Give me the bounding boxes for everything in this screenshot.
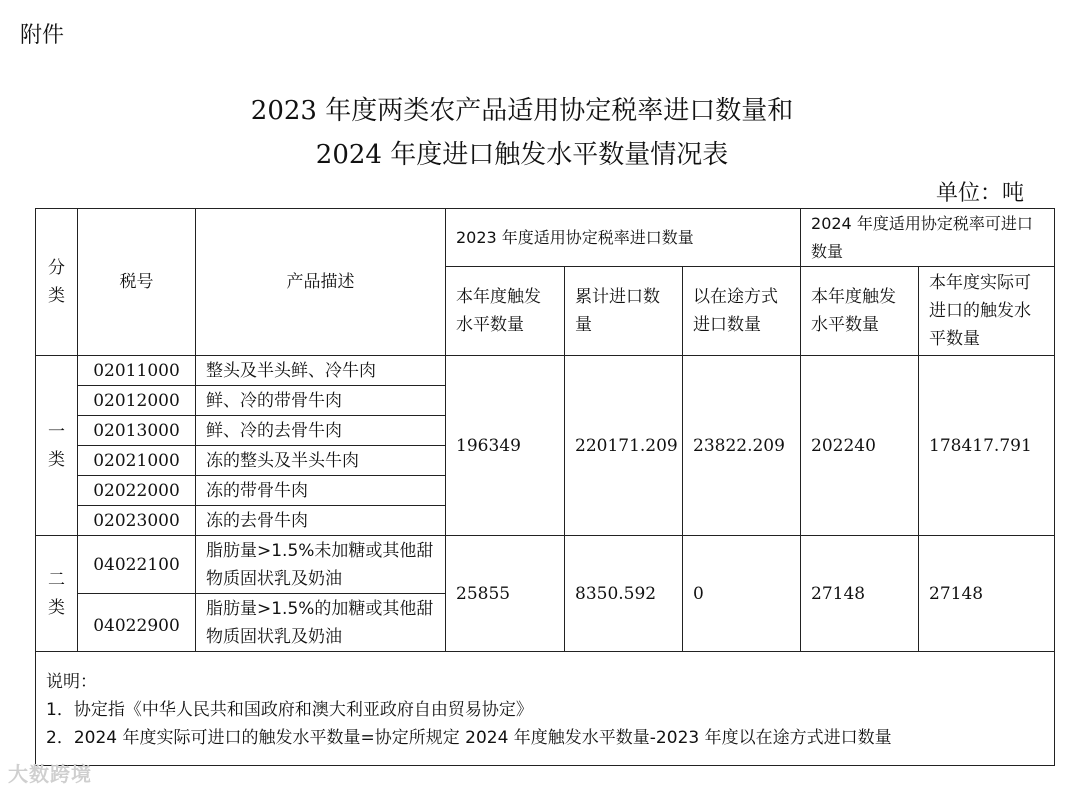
header-description: 产品描述 [196, 209, 446, 356]
trigger-2023-cell: 196349 [446, 356, 565, 536]
category-cell: 二 类 [36, 536, 78, 652]
tariff-code-cell: 02023000 [78, 506, 196, 536]
header-tariff-code: 税号 [78, 209, 196, 356]
description-cell: 冻的去骨牛肉 [196, 506, 446, 536]
note-line-2: 2．2024 年度实际可进口的触发水平数量=协定所规定 2024 年度触发水平数量-2023 年度以在途方式进口数量 [46, 727, 892, 748]
header-in-transit: 以在途方式进口数量 [683, 267, 801, 356]
tariff-code-cell: 02011000 [78, 356, 196, 386]
tariff-code-cell: 02021000 [78, 446, 196, 476]
tariff-code-cell: 02012000 [78, 386, 196, 416]
description-cell: 脂肪量>1.5%的加糖或其他甜物质固状乳及奶油 [196, 594, 446, 652]
actual-2024-cell: 27148 [919, 536, 1055, 652]
table-row [36, 356, 1055, 386]
tariff-code-cell: 04022900 [78, 594, 196, 652]
description-cell: 鲜、冷的去骨牛肉 [196, 416, 446, 446]
header-cumulative: 累计进口数量 [565, 267, 683, 356]
description-cell: 鲜、冷的带骨牛肉 [196, 386, 446, 416]
cumulative-cell: 220171.209 [565, 356, 683, 536]
in-transit-cell: 0 [683, 536, 801, 652]
header-category: 分 类 [36, 209, 78, 356]
description-cell: 冻的带骨牛肉 [196, 476, 446, 506]
document-title-line1: 2023 年度两类农产品适用协定税率进口数量和 [250, 96, 794, 126]
tariff-code-cell: 02022000 [78, 476, 196, 506]
header-trigger-2023: 本年度触发水平数量 [446, 267, 565, 356]
description-cell: 脂肪量>1.5%未加糖或其他甜物质固状乳及奶油 [196, 536, 446, 594]
note-line-1: 1．协定指《中华人民共和国政府和澳大利亚政府自由贸易协定》 [46, 699, 533, 720]
cumulative-cell: 8350.592 [565, 536, 683, 652]
trigger-2023-cell: 25855 [446, 536, 565, 652]
trigger-2024-cell: 27148 [801, 536, 919, 652]
header-actual-2024: 本年度实际可进口的触发水平数量 [919, 267, 1055, 356]
trigger-2024-cell: 202240 [801, 356, 919, 536]
description-cell: 整头及半头鲜、冷牛肉 [196, 356, 446, 386]
description-cell: 冻的整头及半头牛肉 [196, 446, 446, 476]
notes-heading: 说明： [46, 671, 97, 692]
watermark-text: 大数跨境 [8, 762, 92, 786]
header-trigger-2024: 本年度触发水平数量 [801, 267, 919, 356]
attachment-label: 附件 [20, 23, 65, 48]
watermark-logo [8, 758, 92, 787]
in-transit-cell: 23822.209 [683, 356, 801, 536]
tariff-code-cell: 02013000 [78, 416, 196, 446]
notes-cell [36, 652, 1055, 766]
actual-2024-cell: 178417.791 [919, 356, 1055, 536]
header-group-2024: 2024 年度适用协定税率可进口数量 [801, 209, 1055, 267]
unit-label: 单位：吨 [935, 181, 1024, 206]
category-cell: 一 类 [36, 356, 78, 536]
document-title-line2: 2024 年度进口触发水平数量情况表 [315, 140, 729, 170]
header-group-2023: 2023 年度适用协定税率进口数量 [446, 209, 801, 267]
table-row [36, 536, 1055, 594]
quota-table [35, 208, 1055, 766]
tariff-code-cell: 04022100 [78, 536, 196, 594]
